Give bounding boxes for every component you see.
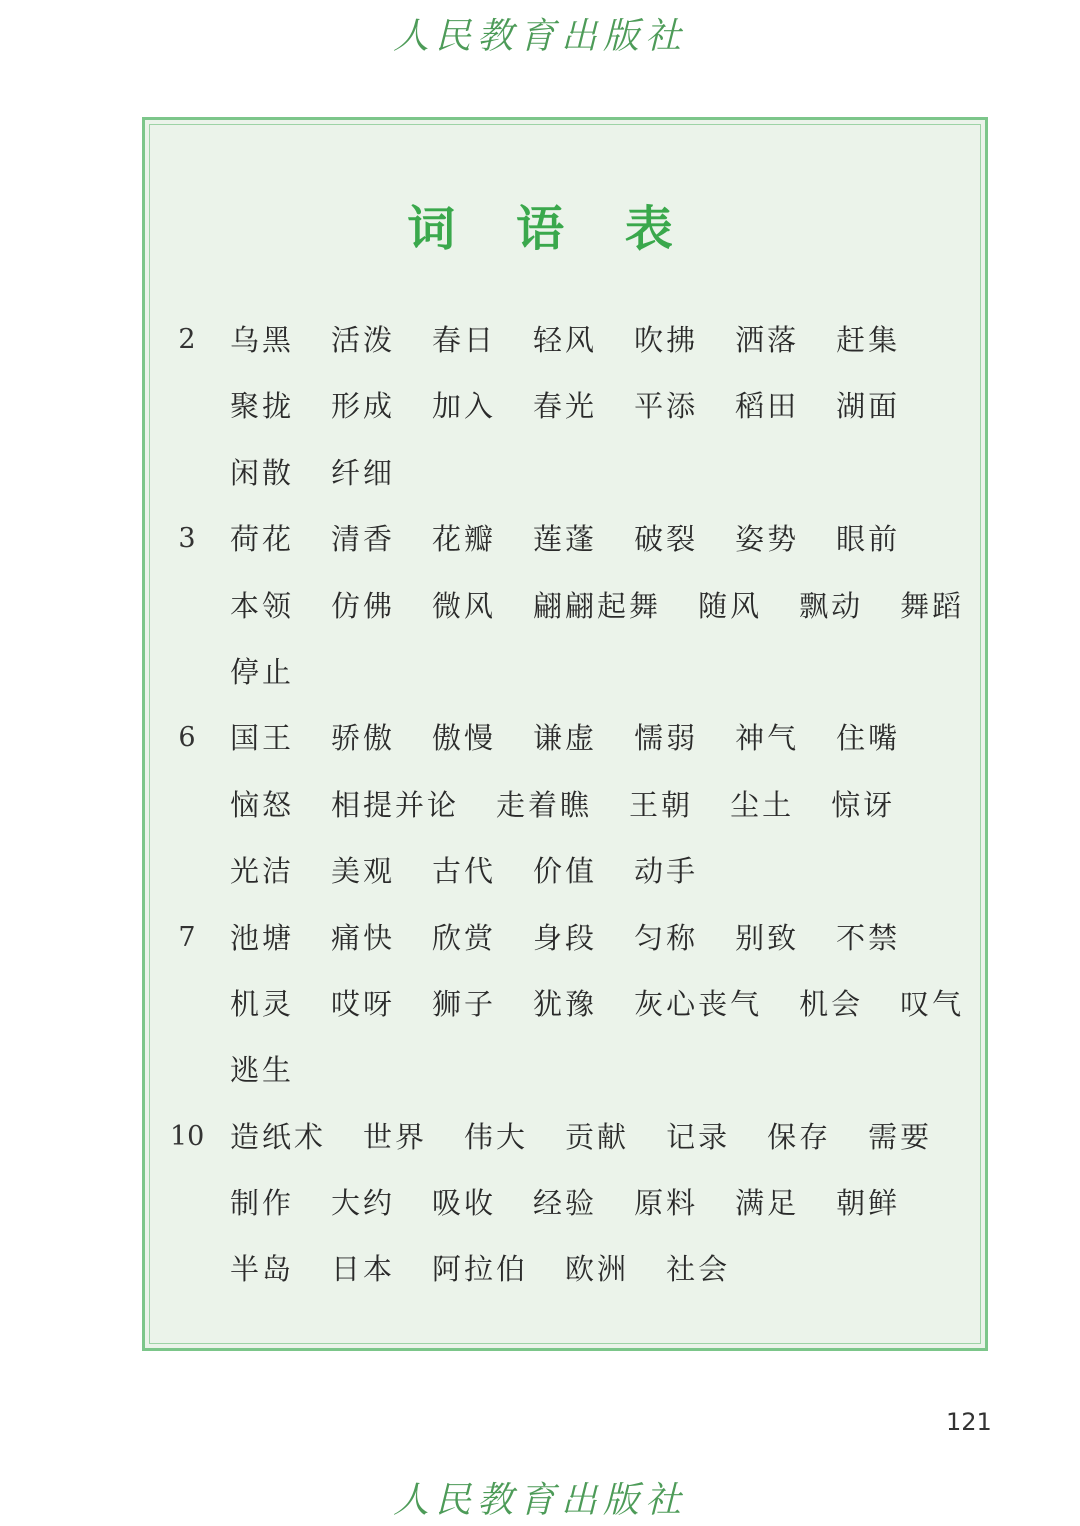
word-group bbox=[230, 1044, 331, 1096]
vocabulary-word: 翩翩起舞 bbox=[533, 588, 662, 623]
word-row bbox=[170, 646, 970, 712]
word-row bbox=[170, 1243, 970, 1309]
word-group bbox=[230, 646, 331, 698]
word-group bbox=[230, 580, 1001, 632]
vocabulary-word: 稻田 bbox=[735, 389, 800, 424]
vocabulary-word: 骄傲 bbox=[331, 721, 396, 756]
word-row bbox=[170, 1044, 970, 1110]
word-group bbox=[230, 845, 735, 897]
word-row bbox=[170, 845, 970, 911]
vocabulary-word: 仿佛 bbox=[331, 588, 396, 623]
vocabulary-word: 叹气 bbox=[900, 986, 965, 1021]
vocabulary-word: 微风 bbox=[432, 588, 497, 623]
vocabulary-word: 形成 bbox=[331, 389, 396, 424]
page-number: 121 bbox=[946, 1408, 992, 1436]
word-row bbox=[170, 779, 970, 845]
word-group bbox=[230, 779, 932, 831]
vocabulary-word: 痛快 bbox=[331, 920, 396, 955]
vocabulary-word: 机会 bbox=[799, 986, 864, 1021]
vocabulary-word: 经验 bbox=[533, 1186, 598, 1221]
vocabulary-word: 破裂 bbox=[634, 522, 699, 557]
vocabulary-word: 本领 bbox=[230, 588, 295, 623]
lesson-group bbox=[170, 912, 970, 1111]
vocabulary-word: 古代 bbox=[432, 854, 497, 889]
vocabulary-word: 制作 bbox=[230, 1186, 295, 1221]
publisher-watermark-bottom: 人民教育出版社 bbox=[392, 1480, 687, 1521]
vocabulary-word: 吸收 bbox=[432, 1186, 497, 1221]
vocabulary-word: 轻风 bbox=[533, 323, 598, 357]
word-row bbox=[170, 912, 970, 978]
vocabulary-word: 懦弱 bbox=[634, 721, 699, 756]
word-group bbox=[230, 912, 937, 964]
vocabulary-word: 阿拉伯 bbox=[432, 1252, 529, 1287]
vocabulary-word: 惊讶 bbox=[831, 787, 896, 822]
vocabulary-word: 纤细 bbox=[331, 455, 396, 490]
word-group bbox=[230, 1243, 767, 1295]
vocabulary-word: 加入 bbox=[432, 389, 497, 424]
lesson-group bbox=[170, 1111, 970, 1310]
vocabulary-word: 闲散 bbox=[230, 455, 295, 490]
vocabulary-word: 哎呀 bbox=[331, 986, 396, 1021]
vocabulary-word: 保存 bbox=[767, 1119, 832, 1154]
vocabulary-word: 清香 bbox=[331, 522, 396, 557]
word-group bbox=[230, 380, 937, 432]
vocabulary-word: 吹拂 bbox=[634, 323, 699, 357]
vocabulary-word: 乌黑 bbox=[230, 323, 295, 357]
vocabulary-word: 湖面 bbox=[836, 389, 901, 424]
vocabulary-word: 眼前 bbox=[836, 522, 901, 557]
vocabulary-word: 赶集 bbox=[836, 323, 901, 357]
vocabulary-word: 不禁 bbox=[836, 920, 901, 955]
lesson-number: 6 bbox=[178, 722, 196, 754]
vocabulary-word: 花瓣 bbox=[432, 522, 497, 557]
vocabulary-word: 莲蓬 bbox=[533, 522, 598, 557]
vocabulary-word: 别致 bbox=[735, 920, 800, 955]
word-group bbox=[230, 1177, 937, 1229]
word-row bbox=[170, 580, 970, 646]
vocabulary-word: 社会 bbox=[666, 1252, 731, 1287]
word-row bbox=[170, 712, 970, 778]
vocabulary-word: 匀称 bbox=[634, 920, 699, 955]
vocabulary-word: 走着瞧 bbox=[496, 787, 593, 822]
vocabulary-word: 谦虚 bbox=[533, 721, 598, 756]
lesson-group bbox=[170, 314, 970, 513]
vocabulary-word: 身段 bbox=[533, 920, 598, 955]
vocabulary-word: 尘土 bbox=[730, 787, 795, 822]
word-row bbox=[170, 978, 970, 1044]
vocabulary-word: 池塘 bbox=[230, 920, 295, 955]
vocabulary-word: 半岛 bbox=[230, 1252, 295, 1287]
vocabulary-word: 活泼 bbox=[331, 323, 396, 357]
vocabulary-word: 灰心丧气 bbox=[634, 986, 763, 1021]
vocabulary-word: 王朝 bbox=[629, 787, 694, 822]
vocabulary-word: 洒落 bbox=[735, 323, 800, 357]
word-group bbox=[230, 978, 1001, 1030]
word-group bbox=[230, 447, 432, 499]
vocabulary-word: 犹豫 bbox=[533, 986, 598, 1021]
vocabulary-word: 世界 bbox=[363, 1119, 428, 1154]
vocabulary-word: 欣赏 bbox=[432, 920, 497, 955]
vocabulary-word: 春光 bbox=[533, 389, 598, 424]
vocabulary-word: 住嘴 bbox=[836, 721, 901, 756]
vocabulary-word: 满足 bbox=[735, 1186, 800, 1221]
word-group bbox=[230, 314, 937, 366]
vocabulary-word: 日本 bbox=[331, 1252, 396, 1287]
word-group bbox=[230, 513, 937, 565]
vocabulary-word: 春日 bbox=[432, 323, 497, 357]
lesson-number: 2 bbox=[178, 324, 196, 355]
vocabulary-word: 狮子 bbox=[432, 986, 497, 1021]
vocabulary-word: 逃生 bbox=[230, 1053, 295, 1088]
publisher-watermark-top: 人民教育出版社 bbox=[392, 16, 687, 57]
vocabulary-word: 需要 bbox=[868, 1119, 933, 1154]
vocabulary-word: 聚拢 bbox=[230, 389, 295, 424]
vocabulary-list bbox=[170, 314, 970, 1310]
vocabulary-word: 傲慢 bbox=[432, 721, 497, 756]
lesson-group bbox=[170, 712, 970, 911]
vocabulary-word: 平添 bbox=[634, 389, 699, 424]
vocabulary-word: 舞蹈 bbox=[900, 588, 965, 623]
vocabulary-word: 机灵 bbox=[230, 986, 295, 1021]
word-row bbox=[170, 513, 970, 579]
vocabulary-word: 动手 bbox=[634, 854, 699, 889]
vocabulary-word: 神气 bbox=[735, 721, 800, 756]
word-row bbox=[170, 1111, 970, 1177]
vocabulary-word: 贡献 bbox=[565, 1119, 630, 1154]
vocabulary-word: 原料 bbox=[634, 1186, 699, 1221]
vocabulary-word: 飘动 bbox=[799, 588, 864, 623]
vocabulary-word: 国王 bbox=[230, 721, 295, 756]
lesson-number: 10 bbox=[170, 1120, 205, 1152]
vocabulary-word: 美观 bbox=[331, 854, 396, 889]
vocabulary-word: 随风 bbox=[698, 588, 763, 623]
page-title: 词 语 表 bbox=[407, 201, 695, 257]
vocabulary-word: 大约 bbox=[331, 1186, 396, 1221]
vocabulary-word: 荷花 bbox=[230, 522, 295, 557]
vocabulary-word: 恼怒 bbox=[230, 787, 295, 822]
vocabulary-word: 欧洲 bbox=[565, 1252, 630, 1287]
vocabulary-word: 姿势 bbox=[735, 522, 800, 557]
word-row bbox=[170, 380, 970, 446]
vocabulary-word: 相提并论 bbox=[331, 787, 460, 822]
lesson-number: 3 bbox=[178, 523, 196, 555]
lesson-number: 7 bbox=[178, 921, 196, 953]
vocabulary-word: 造纸术 bbox=[230, 1119, 327, 1154]
word-row bbox=[170, 1177, 970, 1243]
word-group bbox=[230, 1111, 969, 1163]
vocabulary-word: 记录 bbox=[666, 1119, 731, 1154]
word-row bbox=[170, 314, 970, 380]
vocabulary-word: 价值 bbox=[533, 854, 598, 889]
vocabulary-word: 伟大 bbox=[464, 1119, 529, 1154]
vocabulary-word: 停止 bbox=[230, 654, 295, 689]
word-row bbox=[170, 447, 970, 513]
word-group bbox=[230, 712, 937, 764]
vocabulary-word: 朝鲜 bbox=[836, 1186, 901, 1221]
vocabulary-word: 光洁 bbox=[230, 854, 295, 889]
lesson-group bbox=[170, 513, 970, 712]
